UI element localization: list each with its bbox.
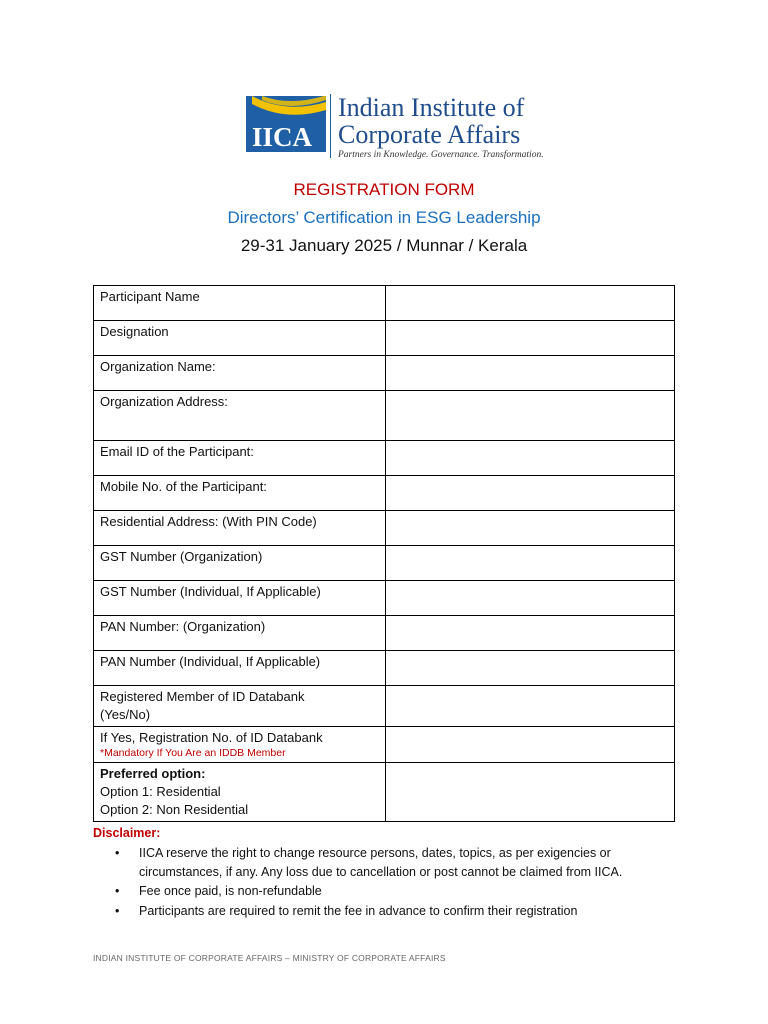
disclaimer-section	[93, 826, 693, 921]
id-databank-member-label-line2: (Yes/No)	[100, 707, 151, 722]
organization-address-label: Organization Address:	[94, 391, 386, 441]
option-non-residential: Option 2: Non Residential	[100, 802, 249, 817]
list-item	[93, 844, 693, 881]
id-databank-regno-label	[94, 727, 386, 763]
logo-text	[338, 94, 544, 160]
pan-organization-field[interactable]	[386, 616, 675, 651]
table-row	[94, 441, 675, 476]
email-label: Email ID of the Participant:	[94, 441, 386, 476]
designation-label: Designation	[94, 321, 386, 356]
table-row	[94, 286, 675, 321]
gst-organization-field[interactable]	[386, 546, 675, 581]
bullet-icon: •	[115, 903, 120, 918]
table-row	[94, 391, 675, 441]
organization-address-field[interactable]	[386, 391, 675, 441]
iica-logo-mark	[246, 96, 326, 152]
gst-individual-field[interactable]	[386, 581, 675, 616]
table-row	[94, 686, 675, 727]
logo-tagline: Partners in Knowledge. Governance. Transformation.	[338, 150, 544, 160]
table-row	[94, 476, 675, 511]
table-row	[94, 581, 675, 616]
table-row	[94, 727, 675, 763]
program-title: Directors’ Certification in ESG Leadership	[227, 208, 541, 227]
disclaimer-list	[93, 844, 693, 920]
id-databank-member-label	[94, 686, 386, 727]
preferred-option-label	[94, 763, 386, 822]
bullet-icon: •	[115, 846, 120, 860]
residential-address-field[interactable]	[386, 511, 675, 546]
disclaimer-title: Disclaimer:	[93, 826, 161, 840]
iddb-mandatory-note: *Mandatory If You Are an IDDB Member	[100, 747, 286, 759]
preferred-option-heading: Preferred option:	[100, 766, 206, 781]
gst-individual-label: GST Number (Individual, If Applicable)	[94, 581, 386, 616]
logo-name-line1: Indian Institute of	[338, 93, 525, 122]
residential-address-label: Residential Address: (With PIN Code)	[94, 511, 386, 546]
mobile-field[interactable]	[386, 476, 675, 511]
date-place: 29-31 January 2025 / Munnar / Kerala	[240, 236, 528, 255]
disclaimer-item-text: Fee once paid, is non-refundable	[139, 884, 322, 898]
pan-individual-label: PAN Number (Individual, If Applicable)	[94, 651, 386, 686]
list-item	[93, 902, 693, 921]
id-databank-member-label-line1: Registered Member of ID Databank	[100, 689, 305, 704]
organization-name-field[interactable]	[386, 356, 675, 391]
id-databank-regno-field[interactable]	[386, 727, 675, 763]
email-field[interactable]	[386, 441, 675, 476]
table-row	[94, 546, 675, 581]
table-row	[94, 616, 675, 651]
pan-organization-label: PAN Number: (Organization)	[94, 616, 386, 651]
option-residential: Option 1: Residential	[100, 784, 221, 799]
logo-name-line2: Corporate Affairs	[338, 120, 521, 149]
table-row	[94, 651, 675, 686]
organization-name-label: Organization Name:	[94, 356, 386, 391]
bullet-icon: •	[115, 884, 120, 898]
disclaimer-item-text: Participants are required to remit the fee in advance to confirm their registration	[139, 903, 578, 918]
preferred-option-field[interactable]	[386, 763, 675, 822]
iica-logo	[246, 94, 566, 164]
gst-organization-label: GST Number (Organization)	[94, 546, 386, 581]
logo-mark-text: IICA	[252, 122, 313, 152]
logo-divider	[330, 94, 331, 158]
disclaimer-item-text: IICA reserve the right to change resource persons, dates, topics, as per exigencies or circumstances, if any. Any loss due to cancellation or post cannot be claimed from IICA.	[139, 846, 623, 879]
participant-name-label: Participant Name	[94, 286, 386, 321]
table-row	[94, 763, 675, 822]
list-item	[93, 882, 693, 901]
pan-individual-field[interactable]	[386, 651, 675, 686]
id-databank-regno-text: If Yes, Registration No. of ID Databank	[100, 730, 323, 745]
table-row	[94, 356, 675, 391]
id-databank-member-field[interactable]	[386, 686, 675, 727]
form-title: REGISTRATION FORM	[293, 180, 475, 199]
registration-table	[93, 285, 675, 822]
mobile-label: Mobile No. of the Participant:	[94, 476, 386, 511]
table-row	[94, 321, 675, 356]
table-row	[94, 511, 675, 546]
participant-name-field[interactable]	[386, 286, 675, 321]
page-footer: INDIAN INSTITUTE OF CORPORATE AFFAIRS – MINISTRY OF CORPORATE AFFAIRS	[93, 953, 446, 963]
designation-field[interactable]	[386, 321, 675, 356]
